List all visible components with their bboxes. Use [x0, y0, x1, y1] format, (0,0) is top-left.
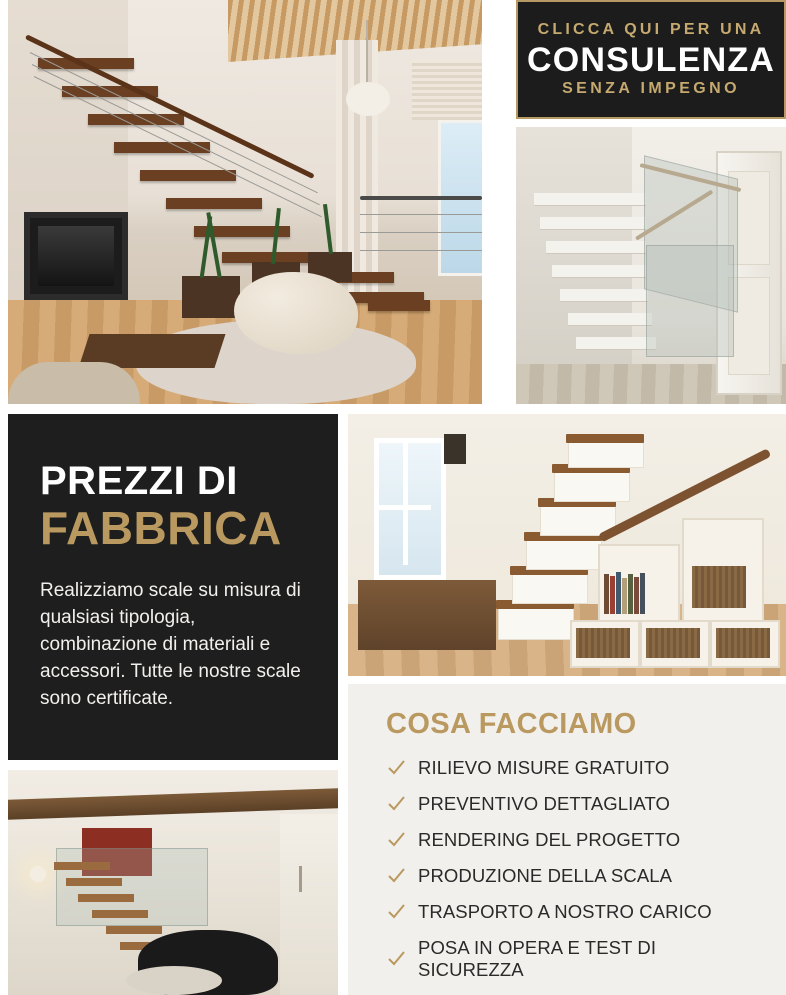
balcony-railing [360, 196, 482, 200]
glass-balustrade [646, 245, 734, 357]
stair-riser [554, 468, 630, 502]
railing-cable [360, 232, 482, 233]
service-label: POSA IN OPERA E TEST DI SICUREZZA [418, 937, 657, 980]
stair-tread [368, 300, 430, 311]
stair-tread [78, 894, 134, 902]
stair-tread [106, 926, 162, 934]
cta-line-2: CONSULENZA [526, 40, 776, 79]
photo-living-room [8, 0, 482, 404]
storage-basket [692, 566, 746, 608]
stair-step [560, 289, 648, 302]
fireplace-opening [38, 226, 114, 286]
stair-riser [512, 570, 588, 604]
list-item [386, 901, 764, 923]
list-item [386, 757, 764, 779]
armchair-seat [126, 966, 222, 995]
check-icon [386, 866, 406, 886]
stair-step [546, 241, 646, 254]
check-icon [386, 902, 406, 922]
console-table [358, 580, 496, 650]
window [374, 438, 446, 580]
cosa-facciamo-title: COSA FACCIAMO [386, 708, 637, 740]
service-label: PRODUZIONE DELLA SCALA [418, 865, 673, 886]
stair-tread [140, 170, 236, 181]
stair-tread [66, 878, 122, 886]
list-item [386, 793, 764, 815]
prezzi-body-text: Realizziamo scale su misura di qualsiasi tipologia, combinazione di materiali e accessori. Tutte le nostre scale sono certificate. [40, 580, 301, 710]
services-list [386, 757, 764, 981]
stair-tread [54, 862, 110, 870]
photo-storage-stair [348, 414, 786, 676]
book [634, 577, 639, 614]
storage-basket [646, 628, 700, 658]
stair-step [540, 217, 646, 230]
stair-tread [92, 910, 148, 918]
wall-sconce [30, 866, 46, 882]
list-item [386, 937, 764, 981]
cta-line-3: SENZA IMPEGNO [562, 80, 740, 98]
check-icon [386, 794, 406, 814]
prezzi-title-line-1: PREZZI DI [40, 459, 238, 503]
plant [206, 212, 221, 278]
storage-basket [716, 628, 770, 658]
check-icon [386, 758, 406, 778]
photo-white-stair [516, 127, 786, 404]
book [616, 572, 621, 614]
cta-line-1: CLICCA QUI PER UNA [537, 20, 765, 38]
railing-cable [360, 214, 482, 215]
fireplace [24, 212, 128, 300]
book [604, 574, 609, 614]
service-label: PREVENTIVO DETTAGLIATO [418, 793, 670, 814]
prezzi-di-fabbrica-panel [8, 414, 338, 760]
window-mullion [403, 443, 408, 565]
list-item [386, 829, 764, 851]
wall-lamp [444, 434, 466, 464]
pendant-lamp-cord [366, 20, 368, 84]
stair-step [576, 337, 656, 350]
cosa-facciamo-panel [348, 684, 786, 995]
stair-step [568, 313, 652, 326]
book [610, 576, 615, 614]
sofa [8, 362, 140, 404]
check-icon [386, 949, 406, 969]
service-label: RILIEVO MISURE GRATUITO [418, 757, 670, 778]
cta-consulenza-banner[interactable] [516, 0, 786, 119]
plant [323, 204, 333, 254]
stair-step [534, 193, 646, 206]
list-item [386, 865, 764, 887]
book [622, 578, 627, 614]
door [280, 814, 338, 995]
pendant-lamp [346, 82, 390, 116]
book [628, 574, 633, 614]
window-blind [412, 60, 482, 120]
stair-riser [498, 604, 574, 640]
storage-basket [576, 628, 630, 658]
door-handle [299, 866, 302, 892]
stair-tread [566, 434, 644, 443]
check-icon [386, 830, 406, 850]
service-label: RENDERING DEL PROGETTO [418, 829, 681, 850]
prezzi-title-line-2: FABBRICA [40, 502, 282, 554]
service-label: TRASPORTO A NOSTRO CARICO [418, 901, 712, 922]
planter [182, 276, 240, 318]
photo-loft-stair [8, 770, 338, 995]
stair-tread [166, 198, 262, 209]
railing-cable [360, 250, 482, 251]
book [640, 573, 645, 614]
stair-riser [526, 536, 602, 570]
stair-step [552, 265, 646, 278]
